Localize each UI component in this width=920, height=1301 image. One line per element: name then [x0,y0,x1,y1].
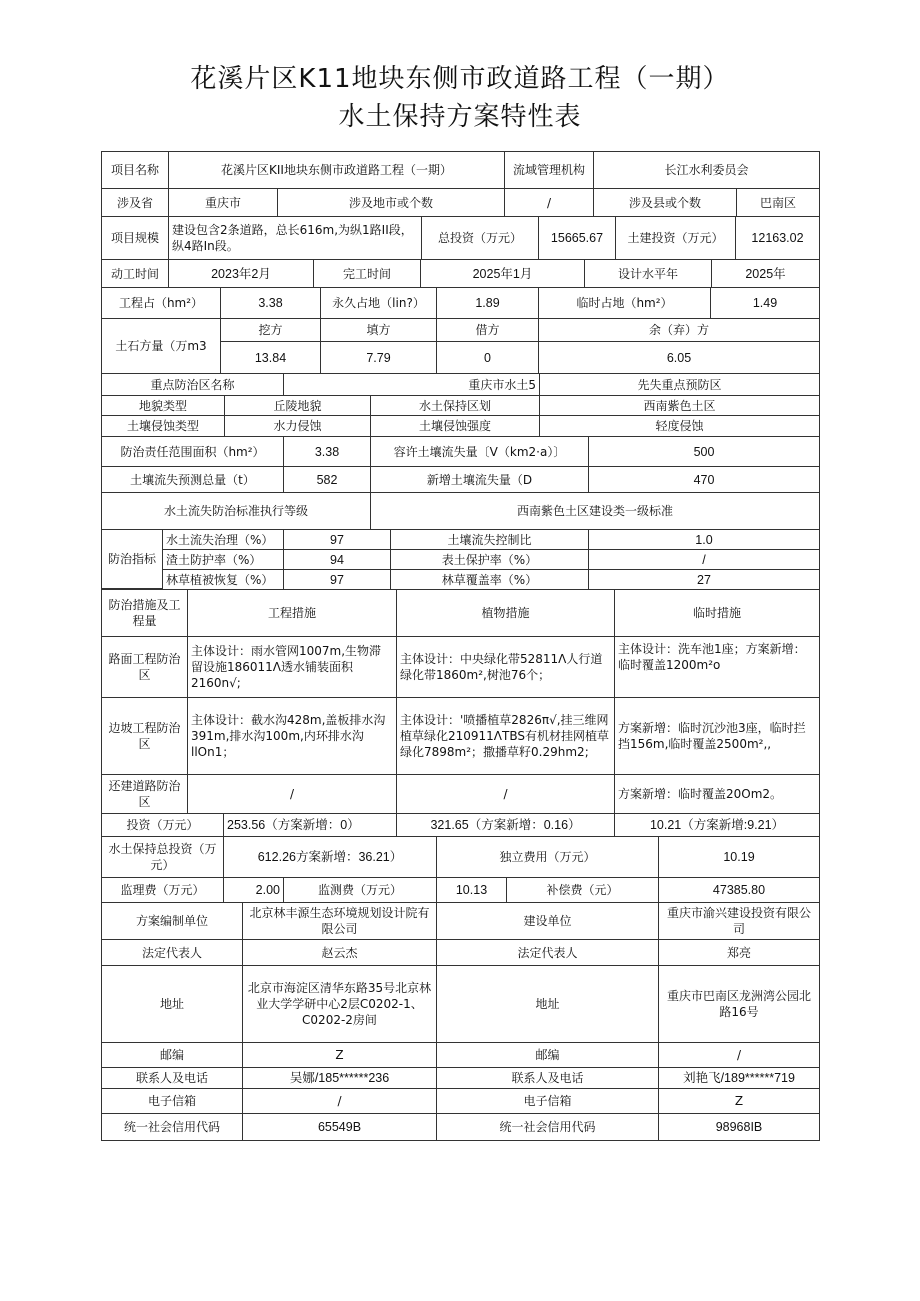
value-inv-eng: 253.56（方案新增：0） [223,813,397,837]
label-project-name: 项目名称 [101,151,169,189]
value-indep: 10.19 [658,836,820,878]
document-title: 花溪片区K11地块东侧市政道路工程（一期） [190,64,730,94]
label-wsc-total: 水土保持总投资（万元） [101,836,224,878]
label-erosion-type: 土壤侵蚀类型 [101,415,225,437]
value-compensation: 47385.80 [658,877,820,903]
label-indep: 独立费用（万元） [436,836,659,878]
value-province: 重庆市 [168,188,278,217]
label-scale: 项目规模 [101,216,169,260]
value-address-2: 重庆市巴南区龙洲湾公园北路16号 [658,965,820,1043]
value-postcode-1: Z [242,1042,437,1068]
value-address-1: 北京市海淀区清华东路35号北京林业大学学研中心2层C0202-1、C0202-2房间 [242,965,437,1043]
label-postcode-1: 邮编 [101,1042,243,1068]
value-email-1: / [242,1088,437,1114]
label-ind2: 土壤流失控制比 [390,529,589,550]
value-scale: 建设包含2条道路，总长616m,为纵1路II段，纵4路In段。 [168,216,422,260]
label-borrow: 借方 [436,318,539,342]
value-allowable-loss: 500 [588,436,820,467]
label-compiler: 方案编制单位 [101,902,243,940]
value-ind1: 97 [283,529,391,550]
label-province: 涉及省 [101,188,169,217]
label-email-1: 电子信箱 [101,1088,243,1114]
label-plant-measures: 植物措施 [396,589,615,637]
label-temp-measures: 临时措施 [614,589,820,637]
label-design-year: 设计水平年 [584,259,712,288]
label-eng-measures: 工程措施 [187,589,397,637]
label-credit-2: 统一社会信用代码 [436,1113,659,1141]
value-start: 2023年2月 [168,259,314,288]
value-temp-area: 1.49 [710,287,820,319]
label-compensation: 补偿费（元） [506,877,659,903]
value-area: 3.38 [220,287,321,319]
value-perm-area: 1.89 [436,287,539,319]
document-subtitle: 水土保持方案特性表 [338,102,582,132]
label-builder: 建设单位 [436,902,659,940]
label-indicators: 防治指标 [101,529,163,589]
value-soil-zone: 西南紫色土区 [539,395,820,416]
label-ind4: 表土保护率（%） [390,549,589,570]
value-key-zone: 重庆市水土5 [283,373,540,396]
label-rebuild-zone: 还建道路防治区 [101,774,188,814]
value-inv-temp: 10.21（方案新增:9.21） [614,813,820,837]
label-landform: 地貌类型 [101,395,225,416]
value-total-invest: 15665.67 [538,216,616,260]
value-contact-2: 刘艳飞/189******719 [658,1067,820,1089]
value-key-zone-2: 先失重点预防区 [539,373,820,396]
value-counties: 巴南区 [736,188,820,217]
label-resp-area: 防治责任范围面积（hm²） [101,436,284,467]
value-road-temp: 主体设计：洗车池1座；方案新增：临时覆盖1200m²o [614,636,820,698]
value-legal-rep-1: 赵云杰 [242,939,437,966]
value-civil-invest: 12163.02 [735,216,820,260]
value-ind6: 27 [588,569,820,590]
label-basin-agency: 流域管理机构 [504,151,594,189]
label-soil-zone: 水土保持区划 [370,395,540,416]
value-erosion-type: 水力侵蚀 [224,415,371,437]
label-legal-rep-2: 法定代表人 [436,939,659,966]
value-design-year: 2025年 [711,259,820,288]
value-new-loss: 470 [588,466,820,493]
value-project-name: 花溪片区KII地块东侧市政道路工程（一期） [168,151,505,189]
value-rebuild-temp: 方案新增：临时覆盖20Om2。 [614,774,820,814]
label-allowable-loss: 容许土壤流失量〔V（km2·a）〕 [370,436,589,467]
label-erosion-intensity: 土壤侵蚀强度 [370,415,540,437]
value-road-eng: 主体设计：雨水管网1007m,生物滞留设施186011Λ透水铺装面积2160n√; [187,636,397,698]
label-address-1: 地址 [101,965,243,1043]
value-basin-agency: 长江水利委员会 [593,151,820,189]
value-slope-plant: 主体设计：'喷播植草2826π√,挂三维网植草绿化210911ΛTBS有机材挂网植草绿化7898m²；撒播草籽0.29hm2; [396,697,615,775]
value-dig: 13.84 [220,341,321,374]
value-supervision: 2.00 [223,877,284,903]
value-credit-2: 98968IB [658,1113,820,1141]
label-contact-1: 联系人及电话 [101,1067,243,1089]
value-ind4: / [588,549,820,570]
label-start: 动工时间 [101,259,169,288]
label-spoil: 余（弃）方 [538,318,820,342]
value-ind5: 97 [283,569,391,590]
label-slope-zone: 边坡工程防治区 [101,697,188,775]
label-perm-area: 永久占地（lin?） [320,287,437,319]
label-road-zone: 路面工程防治区 [101,636,188,698]
value-erosion-intensity: 轻度侵蚀 [539,415,820,437]
label-legal-rep-1: 法定代表人 [101,939,243,966]
value-ind2: 1.0 [588,529,820,550]
label-credit-1: 统一社会信用代码 [101,1113,243,1141]
label-finish: 完工时间 [313,259,421,288]
label-area: 工程占（hm²） [101,287,221,319]
label-new-loss: 新增土壤流失量（D [370,466,589,493]
value-monitoring: 10.13 [436,877,507,903]
value-inv-plant: 321.65（方案新增：0.16） [396,813,615,837]
label-email-2: 电子信箱 [436,1088,659,1114]
value-finish: 2025年1月 [420,259,585,288]
value-spoil: 6.05 [538,341,820,374]
label-address-2: 地址 [436,965,659,1043]
label-earthwork: 土石方量（万m3 [101,318,221,374]
value-standard: 西南紫色土区建设类一级标准 [370,492,820,530]
label-dig: 挖方 [220,318,321,342]
label-fill: 填方 [320,318,437,342]
label-cities: 涉及地市或个数 [277,188,505,217]
label-ind5: 林草植被恢复（%） [162,569,284,590]
value-postcode-2: / [658,1042,820,1068]
value-borrow: 0 [436,341,539,374]
label-total-invest: 总投资（万元） [421,216,539,260]
label-key-zone: 重点防治区名称 [101,373,284,396]
value-cities: / [504,188,594,217]
label-postcode-2: 邮编 [436,1042,659,1068]
label-supervision: 监理费（万元） [101,877,224,903]
label-contact-2: 联系人及电话 [436,1067,659,1089]
value-wsc-total: 612.26方案新增：36.21） [223,836,437,878]
value-landform: 丘陵地貌 [224,395,371,416]
value-rebuild-eng: / [187,774,397,814]
label-standard: 水土流失防治标准执行等级 [101,492,371,530]
label-measures: 防治措施及工程量 [101,589,188,637]
label-ind1: 水土流失治理（%） [162,529,284,550]
value-credit-1: 65549B [242,1113,437,1141]
value-ind3: 94 [283,549,391,570]
value-resp-area: 3.38 [283,436,371,467]
label-ind3: 渣土防护率（%） [162,549,284,570]
label-civil-invest: 土建投资（万元） [615,216,736,260]
value-contact-1: 吴娜/185******236 [242,1067,437,1089]
label-counties: 涉及县或个数 [593,188,737,217]
value-rebuild-plant: / [396,774,615,814]
value-slope-eng: 主体设计：截水沟428m,盖板排水沟391m,排水沟100m,内环排水沟llOn1； [187,697,397,775]
label-investment: 投资（万元） [101,813,224,837]
value-pred-loss: 582 [283,466,371,493]
value-slope-temp: 方案新增：临时沉沙池3座，临时拦挡156m,临时覆盖2500m²,, [614,697,820,775]
value-road-plant: 主体设计：中央绿化带52811Λ人行道绿化带1860m²,树池76个； [396,636,615,698]
value-legal-rep-2: 郑亮 [658,939,820,966]
label-pred-loss: 土壤流失预测总量（t） [101,466,284,493]
value-email-2: Z [658,1088,820,1114]
value-compiler: 北京林丰源生态环境规划设计院有限公司 [242,902,437,940]
label-monitoring: 监测费（万元） [283,877,437,903]
label-ind6: 林草覆盖率（%） [390,569,589,590]
label-temp-area: 临时占地（hm²） [538,287,711,319]
value-builder: 重庆市渝兴建设投资有限公司 [658,902,820,940]
value-fill: 7.79 [320,341,437,374]
